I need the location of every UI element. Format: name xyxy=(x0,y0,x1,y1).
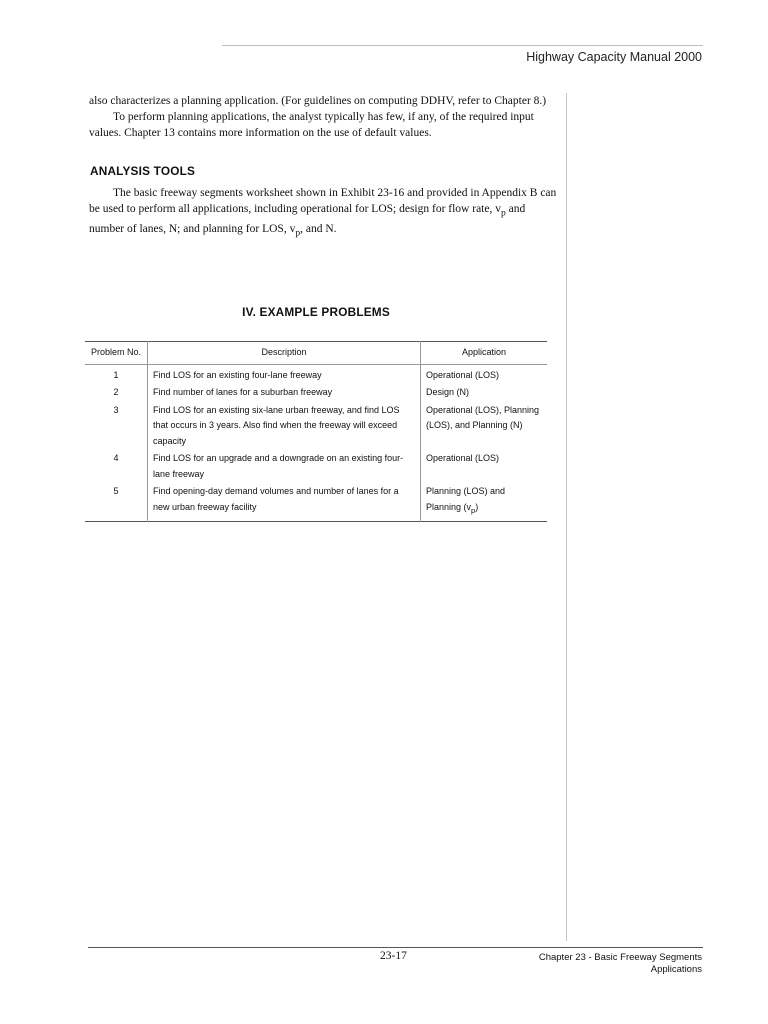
table-row xyxy=(85,402,547,451)
example-problems-table xyxy=(85,341,547,522)
column-header-description: Description xyxy=(148,342,421,365)
chapter-title: Chapter 23 - Basic Freeway Segments xyxy=(538,952,702,963)
vp-subscript: p xyxy=(295,227,301,239)
table-row xyxy=(85,483,547,521)
worksheet-text-1: The basic freeway segments worksheet shown in Exhibit 23-16 and provided in Appendix B can be used to perform all applications, including operational for LOS; design for flow rate, v xyxy=(89,187,557,215)
paragraph-planning: To perform planning applications, the analyst typically has few, if any, of the required input values. Chapter 13 contains more information on the use of default values. xyxy=(89,111,534,139)
page-number: 23-17 xyxy=(380,950,407,962)
problem-description: Find LOS for an existing four-lane freeway xyxy=(148,364,421,384)
problem-application: Operational (LOS) xyxy=(421,364,548,384)
footer-rule xyxy=(88,947,703,948)
problem-application: Operational (LOS) xyxy=(421,450,548,483)
intro-paragraphs xyxy=(89,93,559,141)
chapter-section: Applications xyxy=(650,964,702,975)
column-header-problem-no: Problem No. xyxy=(90,347,142,357)
table-row xyxy=(85,450,547,483)
column-header-application: Application xyxy=(421,342,548,365)
problem-description: Find number of lanes for a suburban freeway xyxy=(148,384,421,402)
worksheet-text-2: and number of lanes, N; and planning for LOS, v xyxy=(89,203,526,236)
chapter-reference xyxy=(539,952,702,976)
paragraph-ddhv: also characterizes a planning application. (For guidelines on computing DDHV, refer to Chapter 8.) xyxy=(89,95,547,107)
header-rule xyxy=(222,45,703,46)
problem-application: Operational (LOS), Planning (LOS), and Planning (N) xyxy=(421,402,548,451)
problem-application xyxy=(421,483,548,521)
problem-description: Find opening-day demand volumes and number of lanes for a new urban freeway facility xyxy=(148,483,421,521)
problem-description: Find LOS for an existing six-lane urban freeway, and find LOS that occurs in 3 years. Also find when the freeway will exceed capacity xyxy=(148,402,421,451)
vp-subscript: p xyxy=(500,207,506,219)
problem-number: 5 xyxy=(113,486,119,496)
worksheet-text-3: , and N. xyxy=(300,223,337,236)
problem-number: 2 xyxy=(113,387,119,397)
problem-description: Find LOS for an upgrade and a downgrade on an existing four-lane freeway xyxy=(148,450,421,483)
vp-subscript: p xyxy=(471,505,476,515)
problem-number: 1 xyxy=(113,369,119,380)
problem-number: 4 xyxy=(113,453,119,463)
analysis-tools-heading: ANALYSIS TOOLS xyxy=(90,164,196,178)
table-row xyxy=(85,384,547,402)
application-close: ) xyxy=(475,501,479,512)
problem-application: Design (N) xyxy=(421,384,548,402)
application-text: Planning (LOS) and Planning (v xyxy=(426,486,506,512)
example-problems-heading: IV. EXAMPLE PROBLEMS xyxy=(242,305,390,319)
problem-number: 3 xyxy=(113,404,119,415)
paragraph-worksheet xyxy=(89,185,559,242)
analysis-tools-section xyxy=(89,185,559,242)
table-row xyxy=(85,364,547,384)
margin-divider xyxy=(566,93,567,941)
table-header-row xyxy=(85,342,547,365)
manual-title: Highway Capacity Manual 2000 xyxy=(526,50,702,64)
